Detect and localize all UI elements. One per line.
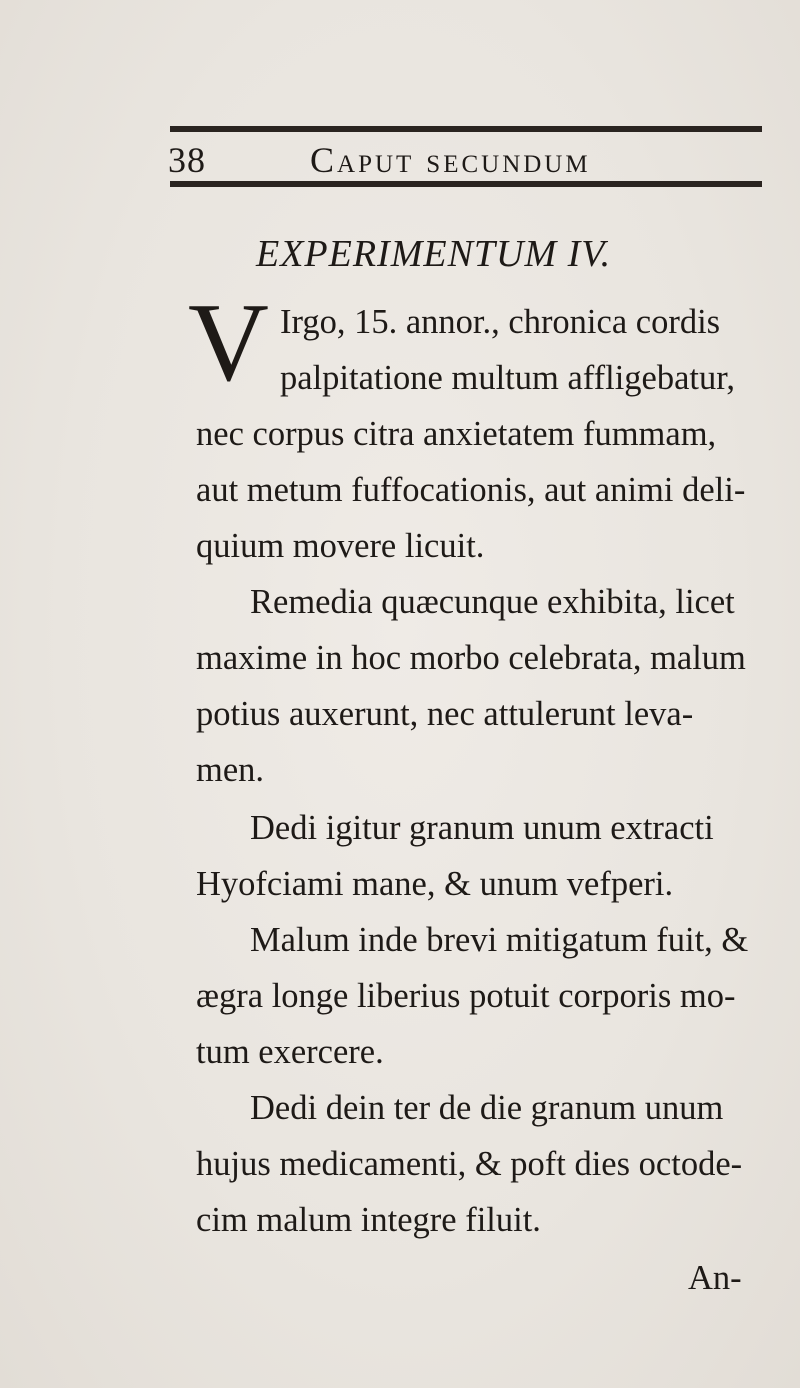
text-line: hujus medicamenti, & poft dies octode- xyxy=(196,1145,743,1183)
text-line: men. xyxy=(196,751,265,789)
text-line: aut metum fuffocationis, aut animi deli- xyxy=(196,471,746,509)
header-rule-top xyxy=(170,126,762,132)
text-line: tum exercere. xyxy=(196,1033,384,1071)
text-line: ægra longe liberius potuit corporis mo- xyxy=(196,977,736,1015)
text-line: nec corpus citra anxietatem fummam, xyxy=(196,415,717,453)
catchword: An- xyxy=(688,1259,742,1297)
text-line: palpitatione multum affligebatur, xyxy=(280,359,735,397)
text-line: cim malum integre filuit. xyxy=(196,1201,541,1239)
text-line: Dedi igitur granum unum extracti xyxy=(250,809,714,847)
text-line: Hyofciami mane, & unum vefperi. xyxy=(196,865,674,903)
text-line: Remedia quæcunque exhibita, licet xyxy=(250,583,735,621)
drop-cap: V xyxy=(188,281,269,405)
running-head: Caput secundum xyxy=(310,140,591,180)
text-line: maxime in hoc morbo celebrata, malum xyxy=(196,639,746,677)
text-line: Irgo, 15. annor., chronica cordis xyxy=(280,303,721,341)
section-title: EXPERIMENTUM IV. xyxy=(256,233,612,275)
header-rule-bottom xyxy=(170,181,762,187)
text-line: Dedi dein ter de die granum unum xyxy=(250,1089,724,1127)
text-line: quium movere licuit. xyxy=(196,527,485,565)
text-line: potius auxerunt, nec attulerunt leva- xyxy=(196,695,694,733)
page-number: 38 xyxy=(168,140,206,180)
text-line: Malum inde brevi mitigatum fuit, & xyxy=(250,921,749,959)
